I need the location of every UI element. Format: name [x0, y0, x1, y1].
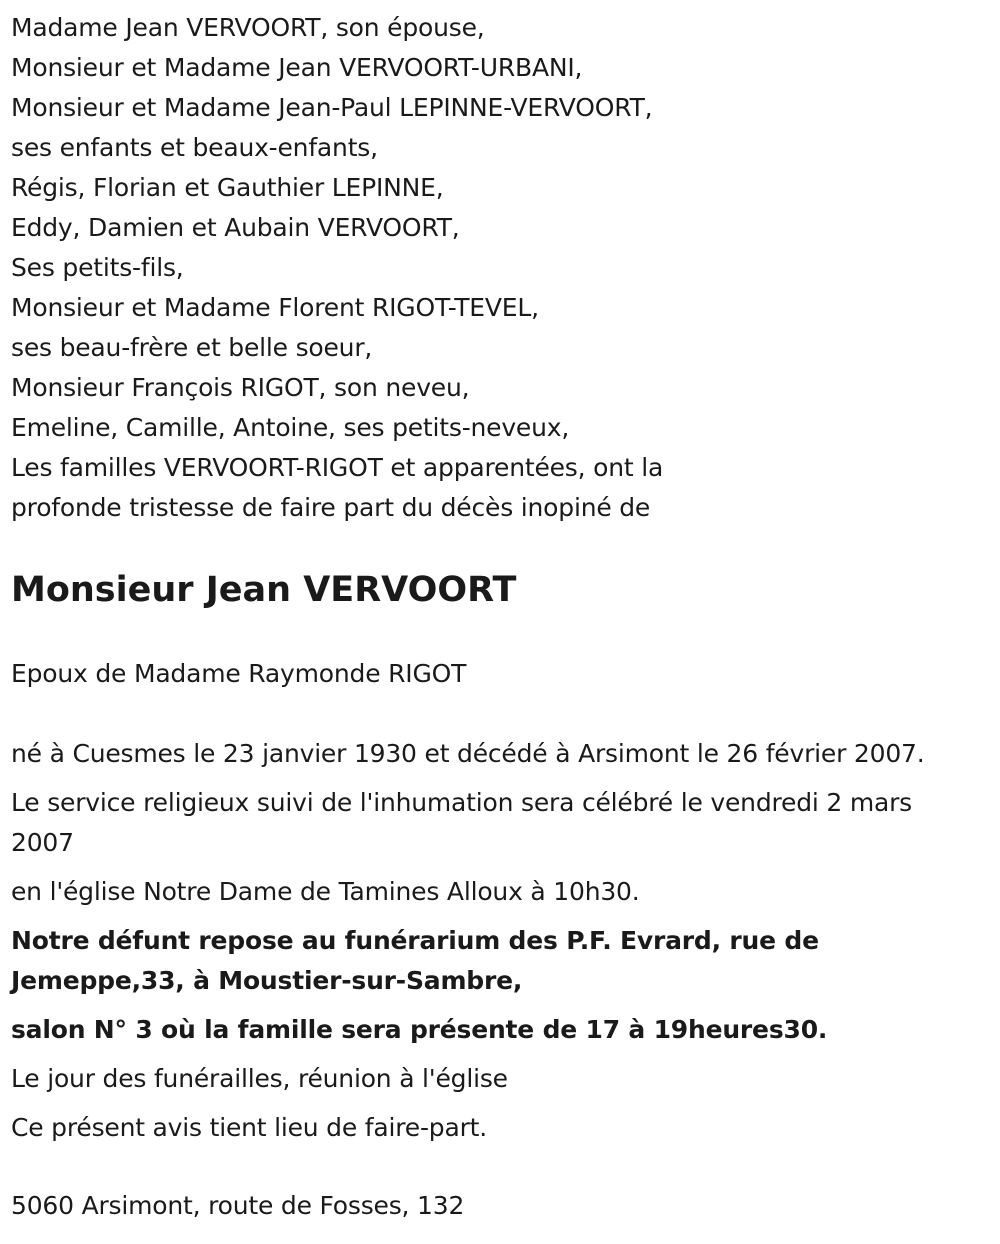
family-line: Monsieur et Madame Florent RIGOT-TEVEL, — [11, 293, 539, 322]
family-line: Ses petits-fils, — [11, 253, 184, 282]
family-line: Emeline, Camille, Antoine, ses petits-neveux, — [11, 413, 570, 442]
spouse-line: Epoux de Madame Raymonde RIGOT — [11, 659, 467, 688]
family-list — [11, 8, 991, 528]
service-block — [11, 783, 991, 863]
family-line: Régis, Florian et Gauthier LEPINNE, — [11, 173, 444, 202]
family-line: ses beau-frère et belle soeur, — [11, 333, 373, 362]
meeting-line: Le jour des funérailles, réunion à l'église — [11, 1064, 508, 1093]
deceased-name: Monsieur Jean VERVOORT — [11, 570, 517, 610]
funerarium-line: Notre défunt repose au funérarium des P.F. Evrard, rue de — [11, 926, 819, 955]
family-line: Monsieur et Madame Jean VERVOORT-URBANI, — [11, 53, 583, 82]
notice-line: Ce présent avis tient lieu de faire-part. — [11, 1113, 487, 1142]
funerarium-line: Jemeppe,33, à Moustier-sur-Sambre, — [11, 966, 523, 995]
family-line: Les familles VERVOORT-RIGOT et apparentées, ont la — [11, 453, 664, 482]
obituary-notice — [11, 8, 991, 1226]
church-line: en l'église Notre Dame de Tamines Alloux à 10h30. — [11, 877, 640, 906]
family-line: Madame Jean VERVOORT, son épouse, — [11, 13, 485, 42]
family-line: Eddy, Damien et Aubain VERVOORT, — [11, 213, 460, 242]
address-line: 5060 Arsimont, route de Fosses, 132 — [11, 1191, 465, 1220]
birth-death-line: né à Cuesmes le 23 janvier 1930 et décédé à Arsimont le 26 février 2007. — [11, 739, 925, 768]
family-line: ses enfants et beaux-enfants, — [11, 133, 378, 162]
family-line: Monsieur François RIGOT, son neveu, — [11, 373, 470, 402]
funerarium-block — [11, 921, 991, 1001]
family-line: Monsieur et Madame Jean-Paul LEPINNE-VERVOORT, — [11, 93, 653, 122]
family-line: profonde tristesse de faire part du décès inopiné de — [11, 493, 651, 522]
service-line: 2007 — [11, 828, 74, 857]
salon-line: salon N° 3 où la famille sera présente de 17 à 19heures30. — [11, 1015, 828, 1044]
service-line: Le service religieux suivi de l'inhumation sera célébré le vendredi 2 mars — [11, 788, 912, 817]
